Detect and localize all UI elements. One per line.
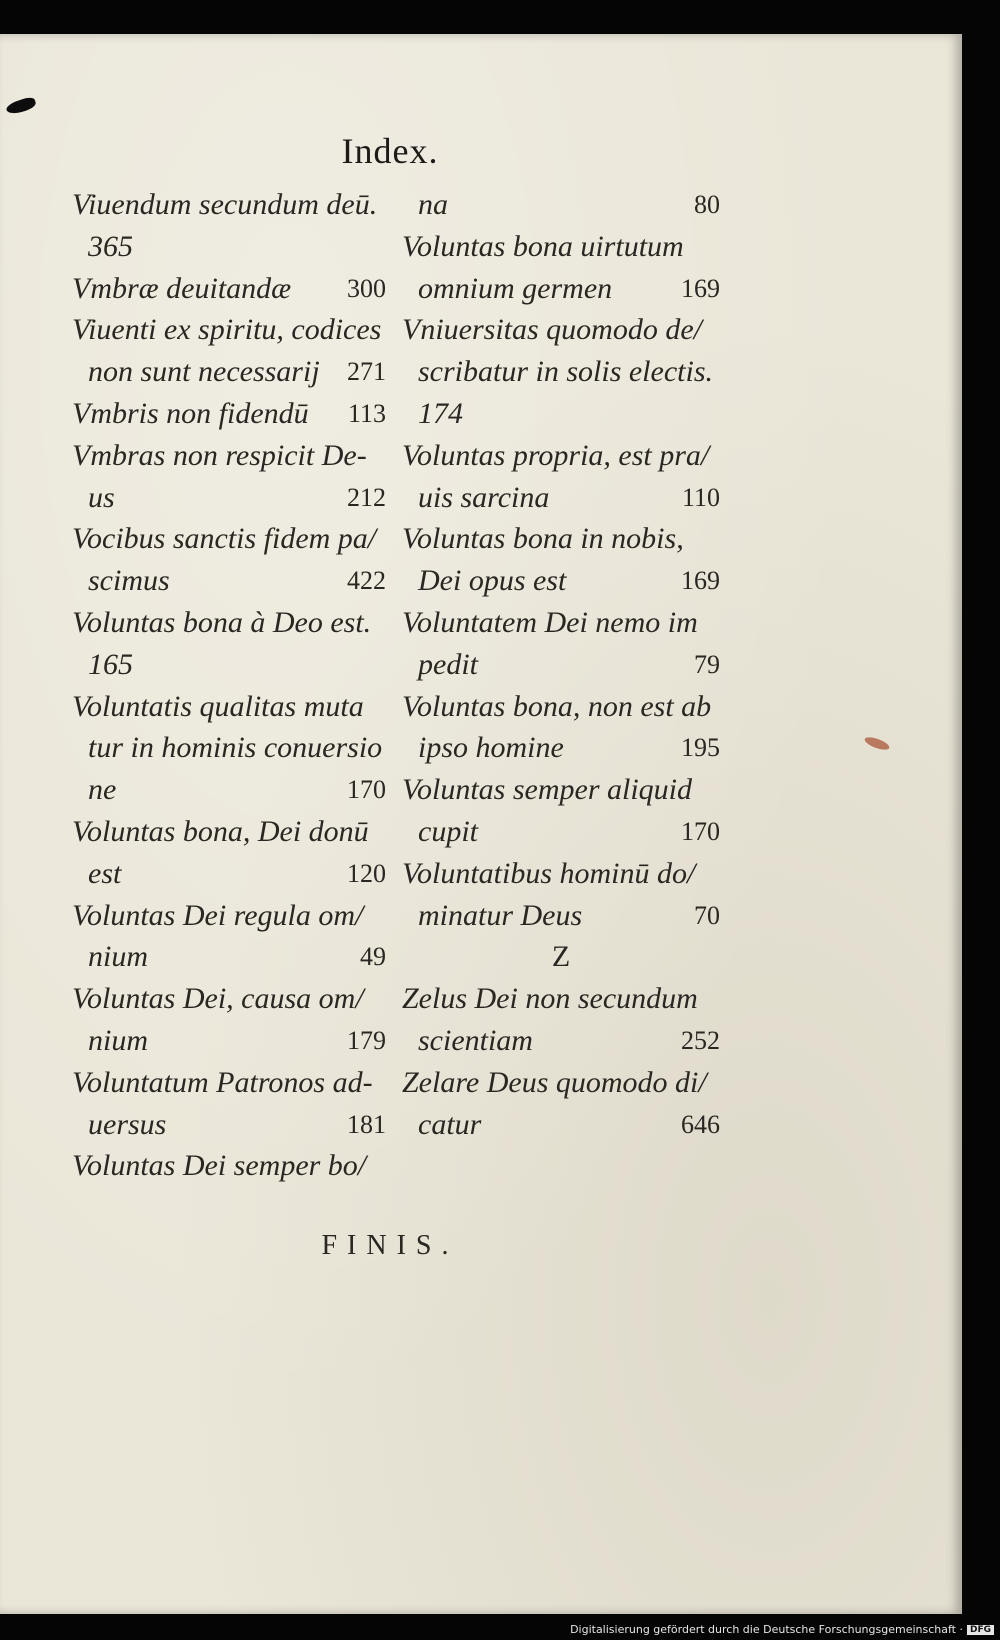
- index-entry-text: Voluntas Dei, causa om/: [72, 982, 364, 1016]
- index-entry-text: omnium germen: [418, 271, 613, 305]
- index-entry-text: 174: [418, 396, 463, 430]
- index-line: [402, 184, 720, 226]
- index-entry-text: pedit: [418, 647, 478, 681]
- index-line: [72, 477, 386, 519]
- index-page-number: 195: [681, 733, 720, 763]
- index-entry-text: Voluntatibus hominū do/: [402, 856, 696, 890]
- index-line: [402, 936, 720, 978]
- index-line: [72, 268, 386, 310]
- index-entry-text: Z: [551, 940, 571, 974]
- index-page-number: 70: [694, 900, 720, 930]
- index-page-number: 300: [347, 273, 386, 303]
- index-line: [402, 853, 720, 895]
- index-line: [72, 1020, 386, 1062]
- index-entry-text: us: [88, 480, 115, 514]
- index-page-number: 252: [681, 1025, 720, 1055]
- index-entry-text: cupit: [418, 814, 478, 848]
- index-entry-text: nium: [88, 1023, 148, 1057]
- index-entry-text: Voluntas semper aliquid: [402, 773, 692, 807]
- index-entry-text: Voluntas bona, Dei donū: [72, 814, 369, 848]
- index-page-number: 113: [347, 398, 386, 428]
- index-entry-text: Vmbris non fidendū: [72, 396, 309, 430]
- index-line: [72, 184, 386, 226]
- page-stain: [863, 735, 891, 752]
- index-line: [402, 477, 720, 519]
- index-line: [72, 435, 386, 477]
- index-line: [72, 1062, 386, 1104]
- index-column-left: [72, 184, 386, 1187]
- index-entry-text: scimus: [88, 564, 170, 598]
- index-line: [402, 560, 720, 602]
- index-line: [402, 226, 720, 268]
- index-page-number: 169: [681, 273, 720, 303]
- index-line: [72, 226, 386, 268]
- index-entry-text: Voluntas bona, non est ab: [402, 689, 712, 723]
- page-header: Index.: [341, 131, 439, 171]
- index-line: [402, 686, 720, 728]
- index-entry-text: Voluntas bona in nobis,: [402, 522, 684, 556]
- index-line: [72, 936, 386, 978]
- index-page-number: 110: [681, 482, 720, 512]
- index-line: [72, 309, 386, 351]
- index-line: [72, 560, 386, 602]
- ink-blot: [5, 96, 37, 117]
- index-entry-text: ne: [88, 773, 117, 807]
- index-entry-text: Vniuersitas quomodo de/: [402, 313, 702, 347]
- index-line: [402, 351, 720, 393]
- index-line: [72, 644, 386, 686]
- index-page-number: 271: [347, 357, 386, 387]
- index-entry-text: ipso homine: [418, 731, 564, 765]
- finis-footer: FINIS.: [321, 1230, 459, 1261]
- index-entry-text: Voluntas Dei regula om/: [72, 898, 364, 932]
- index-line: [72, 895, 386, 937]
- index-entry-text: uis sarcina: [418, 480, 550, 514]
- index-entry-text: Voluntas bona uirtutum: [402, 229, 684, 263]
- index-entry-text: Vmbras non respicit De-: [72, 438, 367, 472]
- index-entry-text: scribatur in solis electis.: [418, 355, 713, 389]
- index-entry-text: 365: [88, 229, 133, 263]
- index-entry-text: Zelare Deus quomodo di/: [402, 1065, 707, 1099]
- index-page-number: 169: [681, 566, 720, 596]
- index-line: [402, 518, 720, 560]
- index-page-number: 181: [347, 1109, 386, 1139]
- book-page: [0, 34, 962, 1614]
- index-line: [402, 727, 720, 769]
- index-line: [402, 1062, 720, 1104]
- index-entry-text: Vocibus sanctis fidem pa/: [72, 522, 377, 556]
- index-line: [72, 351, 386, 393]
- index-line: [72, 727, 386, 769]
- index-line: [72, 853, 386, 895]
- index-entry-text: nium: [88, 940, 148, 974]
- index-line: [402, 268, 720, 310]
- index-page-number: 49: [360, 942, 386, 972]
- index-line: [402, 978, 720, 1020]
- index-line: [72, 393, 386, 435]
- index-entry-text: catur: [418, 1107, 482, 1141]
- index-line: [72, 811, 386, 853]
- index-column-right: [402, 184, 720, 1145]
- index-line: [402, 895, 720, 937]
- index-entry-text: Viuendum secundum deū.: [72, 188, 378, 221]
- index-line: [72, 518, 386, 560]
- index-entry-text: Voluntatis qualitas muta: [72, 689, 364, 723]
- index-line: [72, 1145, 386, 1187]
- index-line: [72, 686, 386, 728]
- index-line: [402, 309, 720, 351]
- digitization-credit: [570, 1623, 994, 1636]
- index-line: [72, 978, 386, 1020]
- index-line: [402, 811, 720, 853]
- index-line: [402, 769, 720, 811]
- index-page-number: 79: [694, 649, 720, 679]
- index-entry-text: scientiam: [418, 1023, 533, 1057]
- index-entry-text: Voluntas propria, est pra/: [402, 438, 710, 472]
- index-page-number: 80: [694, 190, 720, 219]
- index-entry-text: Viuenti ex spiritu, codices: [72, 313, 382, 347]
- credit-text: Digitalisierung gefördert durch die Deutsche Forschungsgemeinschaft ·: [570, 1623, 963, 1636]
- index-entry-text: non sunt necessarij: [88, 355, 320, 389]
- index-line: [402, 602, 720, 644]
- index-page-number: 212: [347, 482, 386, 512]
- index-entry-text: uersus: [88, 1107, 167, 1141]
- index-entry-text: 165: [88, 647, 133, 681]
- index-entry-text: est: [88, 856, 122, 890]
- index-page-number: 170: [347, 775, 386, 805]
- index-page-number: 120: [347, 858, 386, 888]
- index-entry-text: Voluntatum Patronos ad-: [72, 1065, 373, 1099]
- index-entry-text: Vmbræ deuitandæ: [72, 271, 292, 305]
- index-entry-text: Dei opus est: [418, 564, 567, 598]
- index-line: [402, 393, 720, 435]
- index-line: [72, 769, 386, 811]
- index-line: [72, 602, 386, 644]
- index-line: [72, 1104, 386, 1146]
- index-entry-text: Voluntas Dei semper bo/: [72, 1149, 367, 1183]
- index-entry-text: na: [418, 188, 448, 221]
- index-entry-text: Voluntatem Dei nemo im: [402, 605, 698, 639]
- dfg-logo: DFG: [967, 1625, 994, 1635]
- index-page-number: 179: [347, 1025, 386, 1055]
- index-line: [402, 644, 720, 686]
- index-line: [402, 1020, 720, 1062]
- index-page-number: 170: [681, 816, 720, 846]
- index-page-number: 646: [681, 1109, 720, 1139]
- index-entry-text: minatur Deus: [418, 898, 583, 932]
- index-entry-text: tur in hominis conuersio: [88, 731, 383, 765]
- index-page-number: 422: [347, 566, 386, 596]
- index-line: [402, 435, 720, 477]
- index-entry-text: Voluntas bona à Deo est.: [72, 605, 372, 639]
- index-entry-text: Zelus Dei non secundum: [402, 982, 698, 1016]
- index-line: [402, 1104, 720, 1146]
